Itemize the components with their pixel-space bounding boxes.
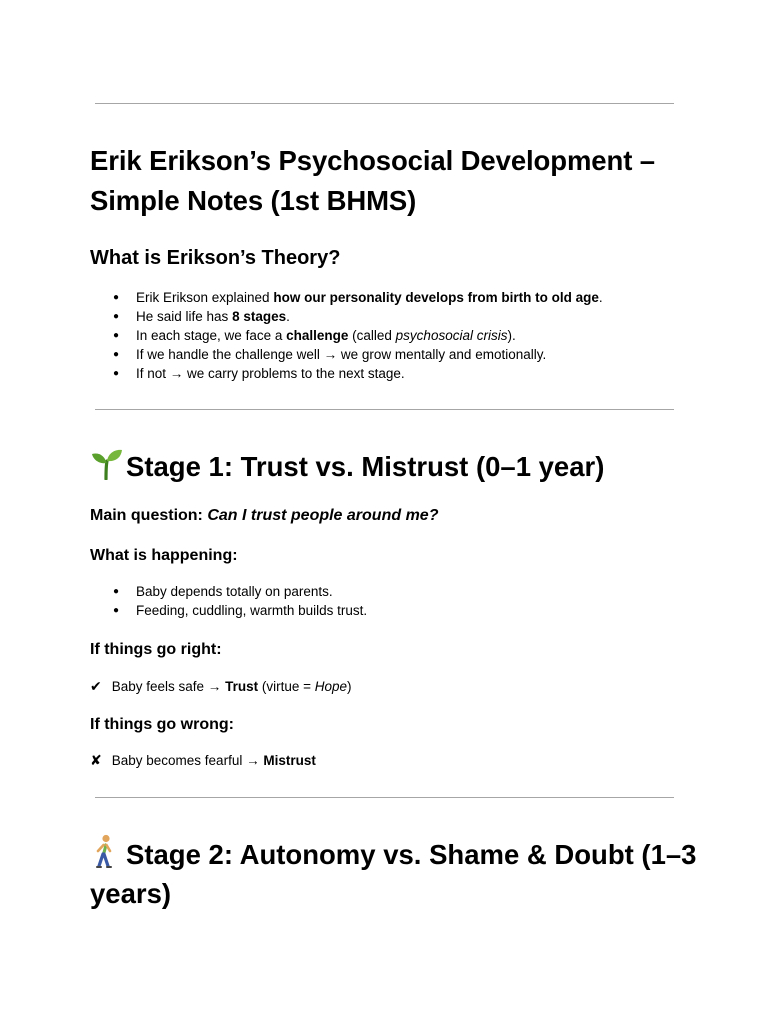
divider (95, 103, 674, 104)
stage-1-main-question: Main question: Can I trust people around me? (90, 507, 439, 524)
check-mark-icon: ✔ (90, 678, 102, 694)
stage-1-wrong-outcome: ✘ Baby becomes fearful → Mistrust (90, 752, 316, 768)
stage-1-heading: Stage 1: Trust vs. Mistrust (0–1 year) (90, 447, 710, 486)
list-item: ● Erik Erikson explained how our personality develops from birth to old age. (112, 288, 603, 307)
list-item: ● If we handle the challenge well → we grow mentally and emotionally. (112, 345, 603, 364)
stage-1-wrong-heading: If things go wrong: (90, 716, 234, 733)
stage-1-happening-heading: What is happening: (90, 547, 238, 564)
list-item: ● Feeding, cuddling, warmth builds trust. (112, 601, 367, 620)
stage-1-right-heading: If things go right: (90, 641, 222, 658)
list-item: ● Baby depends totally on parents. (112, 582, 367, 601)
stage-2-heading: Stage 2: Autonomy vs. Shame & Doubt (1–3 years) (90, 834, 710, 913)
list-item: ● If not → we carry problems to the next stage. (112, 364, 603, 383)
document-title: Erik Erikson’s Psychosocial Development – Simple Notes (1st BHMS) (90, 145, 655, 216)
stage-1-happening-list (112, 582, 367, 620)
stage-1-right-outcome: ✔ Baby feels safe → Trust (virtue = Hope) (90, 678, 352, 694)
cross-mark-icon: ✘ (90, 752, 102, 768)
section-heading-theory: What is Erikson’s Theory? (90, 247, 341, 269)
seedling-icon (90, 447, 126, 486)
divider (95, 409, 674, 410)
theory-bullet-list (112, 288, 603, 383)
list-item: ● In each stage, we face a challenge (called psychosocial crisis). (112, 326, 603, 345)
list-item: ● He said life has 8 stages. (112, 307, 603, 326)
divider (95, 797, 674, 798)
walking-person-icon (90, 834, 126, 874)
